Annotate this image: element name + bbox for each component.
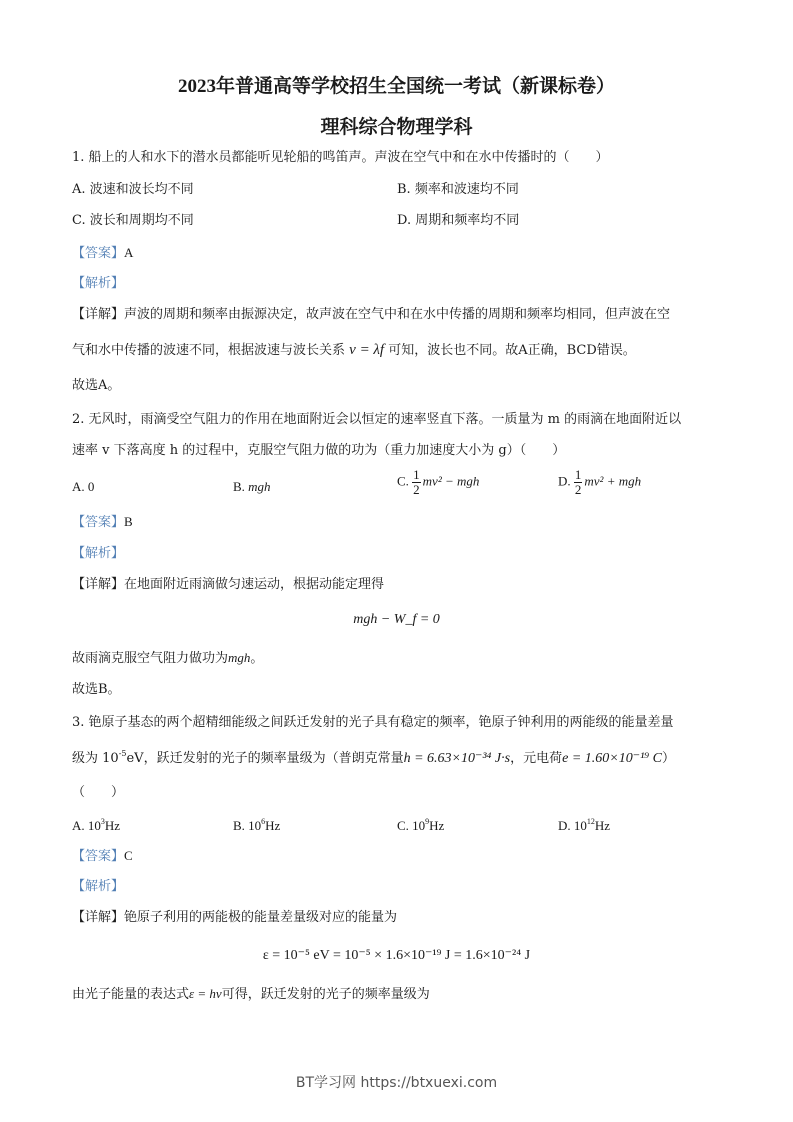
question-2-stem-line-2: 速率 v 下落高度 h 的过程中，克服空气阻力做的功为（重力加速度大小为 g）（ ） bbox=[72, 443, 566, 458]
question-2-stem-line-1: 2. 无风时，雨滴受空气阻力的作用在地面附近会以恒定的速率竖直下落。一质量为 m 的雨滴在地面附近以 bbox=[72, 412, 682, 427]
question-1-option-c: C. 波长和周期均不同 bbox=[72, 213, 194, 228]
question-2-analysis-label: 【解析】 bbox=[72, 546, 125, 561]
question-1-stem: 1. 船上的人和水下的潜水员都能听见轮船的鸣笛声。声波在空气中和在水中传播时的（ ） bbox=[72, 150, 609, 165]
question-3-analysis-label: 【解析】 bbox=[72, 879, 125, 894]
question-2-after-formula: 故雨滴克服空气阻力做功为mgh。 bbox=[72, 650, 264, 666]
question-1-detail-line-2: 气和水中传播的波速不同，根据波速与波长关系 v = λf 可知，波长也不同。故A正确，BCD错误。 bbox=[72, 342, 636, 358]
question-3-option-c: C. $10^9Hz$ bbox=[397, 817, 445, 833]
question-3-option-a: A. $10^3Hz$ bbox=[72, 817, 121, 833]
answer-value: C bbox=[124, 848, 133, 863]
question-1-conclusion: 故选A。 bbox=[72, 378, 121, 393]
detail-label: 【详解】 bbox=[72, 910, 125, 925]
question-1-analysis-label: 【解析】 bbox=[72, 276, 125, 291]
question-1-answer bbox=[72, 245, 133, 262]
question-3-stem-line-1: 3. 铯原子基态的两个超精细能级之间跃迁发射的光子具有稳定的频率，铯原子钟利用的两能级的能量差量 bbox=[72, 715, 674, 730]
question-2-option-b: B. mgh bbox=[233, 479, 271, 494]
question-3-stem-line-2: 级为 $10^{-5}eV$，跃迁发射的光子的频率量级为（普朗克常量h = 6.63×10⁻³⁴ J·s，元电荷e = 1.60×10⁻¹⁹ C） bbox=[72, 749, 676, 766]
answer-label: 【答案】 bbox=[72, 849, 125, 864]
question-2-option-c: C. $\frac{1}{2}$ mv² − mgh bbox=[397, 467, 480, 497]
exam-title: 2023年普通高等学校招生全国统一考试（新课标卷） bbox=[177, 76, 615, 97]
answer-value: B bbox=[124, 514, 133, 529]
planck-constant: h = 6.63×10⁻³⁴ J·s bbox=[403, 751, 511, 766]
footer-watermark: BT学习网 https://btxuexi.com bbox=[295, 1075, 498, 1091]
answer-label: 【答案】 bbox=[72, 246, 125, 261]
question-1-option-b: B. 频率和波速均不同 bbox=[397, 182, 519, 197]
detail-label: 【详解】 bbox=[72, 307, 125, 322]
question-3-after-formula: 由光子能量的表达式ε = hν可得，跃迁发射的光子的频率量级为 bbox=[72, 986, 430, 1002]
question-3-detail: 【详解】铯原子利用的两能极的能量差量级对应的能量为 bbox=[72, 910, 398, 925]
question-2-answer bbox=[72, 514, 133, 531]
question-2-conclusion: 故选B。 bbox=[72, 682, 121, 697]
question-2-option-d: D. $\frac{1}{2}$ mv² + mgh bbox=[558, 467, 642, 497]
fraction-half: $\frac{1}{2}$ bbox=[413, 467, 420, 497]
answer-value: A bbox=[124, 245, 134, 260]
exam-subtitle: 理科综合物理学科 bbox=[320, 117, 473, 138]
question-2-detail: 【详解】在地面附近雨滴做匀速运动，根据动能定理得 bbox=[72, 577, 385, 592]
question-3-option-b: B. $10^6Hz$ bbox=[233, 817, 281, 833]
fraction-half: $\frac{1}{2}$ bbox=[574, 467, 582, 497]
detail-label: 【详解】 bbox=[72, 577, 125, 592]
question-3-option-d: D. $10^{12}Hz$ bbox=[558, 817, 611, 833]
answer-label: 【答案】 bbox=[72, 515, 125, 530]
question-3-stem-line-3: （ ） bbox=[72, 785, 125, 800]
elementary-charge: e = 1.60×10⁻¹⁹ C bbox=[562, 751, 663, 766]
question-1-option-d: D. 周期和频率均不同 bbox=[397, 213, 520, 228]
wave-formula: v = λf bbox=[349, 342, 385, 358]
question-3-answer bbox=[72, 848, 133, 865]
question-3-formula: ε = 10⁻⁵ eV = 10⁻⁵ × 1.6×10⁻¹⁹ J = 1.6×10⁻²⁴ J bbox=[262, 948, 531, 963]
question-2-formula: mgh − W_f = 0 bbox=[353, 612, 440, 627]
question-2-option-a: A. 0 bbox=[72, 479, 95, 494]
question-1-detail-line-1: 【详解】声波的周期和频率由振源决定，故声波在空气中和在水中传播的周期和频率均相同，但声波在空 bbox=[72, 307, 671, 322]
question-1-option-a: A. 波速和波长均不同 bbox=[72, 182, 194, 197]
